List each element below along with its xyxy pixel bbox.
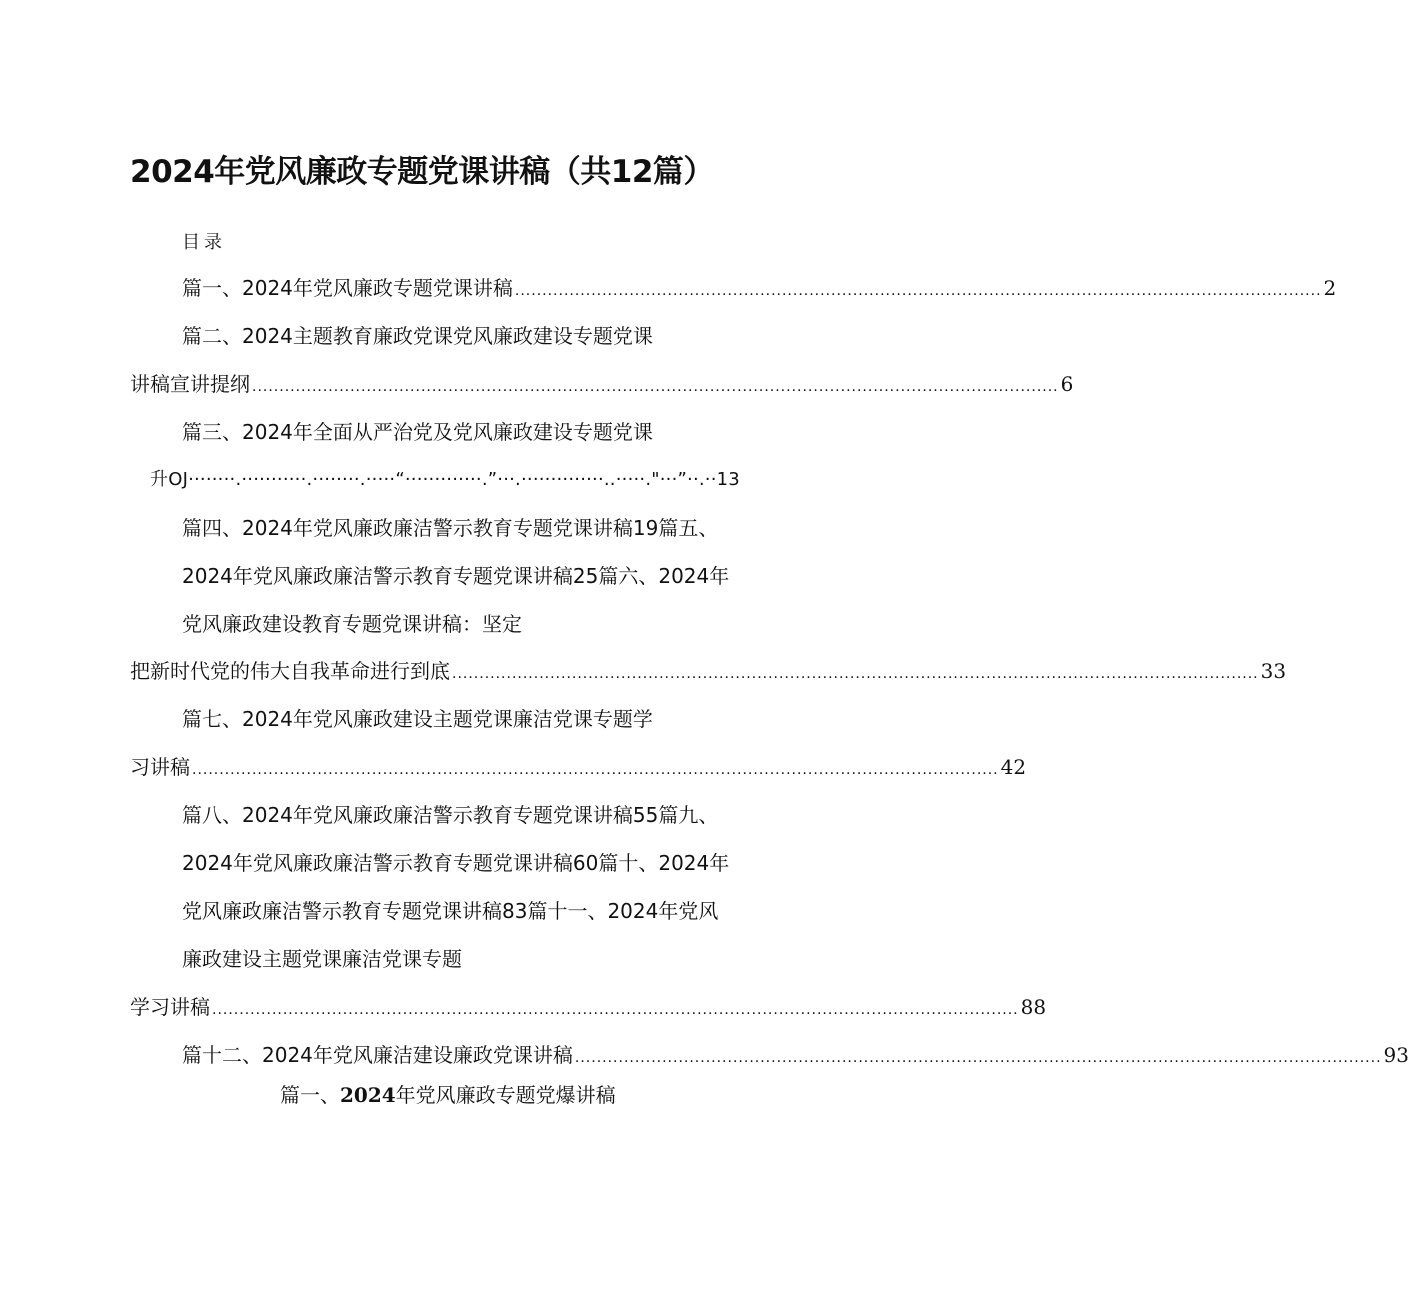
toc-page-number: 42 <box>1000 755 1027 779</box>
toc-entry-8-line-2[interactable]: 2024年党风廉政廉洁警示教育专题党课讲稿60篇十、2024年 <box>182 851 730 875</box>
toc-entry-2-line-1[interactable]: 篇二、2024主题教育廉政党课党风廉政建设专题党课 <box>182 324 653 348</box>
toc-entry-label: 把新时代党的伟大自我革命进行到底 <box>130 659 450 683</box>
toc-entry-8-line-4[interactable]: 廉政建设主题党课廉洁党课专题 <box>182 947 462 971</box>
toc-leader-dots: .................................................................................................................................................... <box>514 283 1322 299</box>
toc-page-number: 6 <box>1060 372 1074 396</box>
page-title: 2024年党风廉政专题党课讲稿（共12篇） <box>130 154 714 190</box>
toc-entry-8-line-1[interactable]: 篇八、2024年党风廉政廉洁警示教育专题党课讲稿55篇九、 <box>182 803 719 827</box>
toc-entry-7-line-1[interactable]: 篇七、2024年党风廉政建设主题党课廉洁党课专题学 <box>182 707 653 731</box>
toc-entry-4-line-1[interactable]: 篇四、2024年党风廉政廉洁警示教育专题党课讲稿19篇五、 <box>182 516 719 540</box>
toc-entry-3-line-1[interactable]: 篇三、2024年全面从严治党及党风廉政建设专题党课 <box>182 420 653 444</box>
toc-entry-label: 篇一、2024年党风廉政专题党课讲稿 <box>182 276 513 300</box>
toc-entry-8-line-3[interactable]: 党风廉政廉洁警示教育专题党课讲稿83篇十一、2024年党风 <box>182 899 719 923</box>
toc-entry-label: 讲稿宣讲提纲 <box>130 372 250 396</box>
toc-entry-2-line-2[interactable] <box>130 370 1074 401</box>
toc-entry-7-line-2[interactable] <box>130 753 1027 784</box>
toc-entry-11-line-final[interactable] <box>130 993 1047 1024</box>
toc-entry-12[interactable] <box>182 1041 1409 1072</box>
toc-entry-4-line-2[interactable]: 2024年党风廉政廉洁警示教育专题党课讲稿25篇六、2024年 <box>182 564 730 588</box>
toc-leader-dots: .................................................................................................................................................... <box>574 1050 1382 1066</box>
toc-page-number: 33 <box>1260 659 1287 683</box>
toc-heading: 目录 <box>182 232 226 253</box>
toc-page-number: 93 <box>1383 1043 1409 1067</box>
toc-leader-dots: .................................................................................................................................................... <box>452 666 1259 682</box>
toc-leader-dots: .................................................................................................................................................... <box>252 379 1059 395</box>
toc-leader-dots: .................................................................................................................................................... <box>212 1002 1019 1018</box>
section-heading <box>280 1081 616 1109</box>
toc-leader-dots: .................................................................................................................................................... <box>192 762 999 778</box>
section-heading-prefix: 篇一、 <box>280 1083 340 1107</box>
section-heading-rest: 年党风廉政专题党爆讲稿 <box>395 1083 616 1107</box>
toc-entry-3-line-2[interactable]: 升OJ········.···········.········.·····“·············.”···.··············..·····."···”··.··13 <box>150 469 740 490</box>
section-heading-year: 2024 <box>340 1083 396 1107</box>
toc-page-number: 88 <box>1020 995 1047 1019</box>
toc-entry-1[interactable] <box>182 274 1337 305</box>
toc-entry-6-line-final[interactable] <box>130 657 1287 688</box>
toc-entry-label: 篇十二、2024年党风廉洁建设廉政党课讲稿 <box>182 1043 573 1067</box>
toc-entry-label: 学习讲稿 <box>130 995 210 1019</box>
toc-entry-label: 习讲稿 <box>130 755 190 779</box>
toc-entry-4-line-3[interactable]: 党风廉政建设教育专题党课讲稿：坚定 <box>182 612 522 636</box>
toc-page-number: 2 <box>1323 276 1337 300</box>
